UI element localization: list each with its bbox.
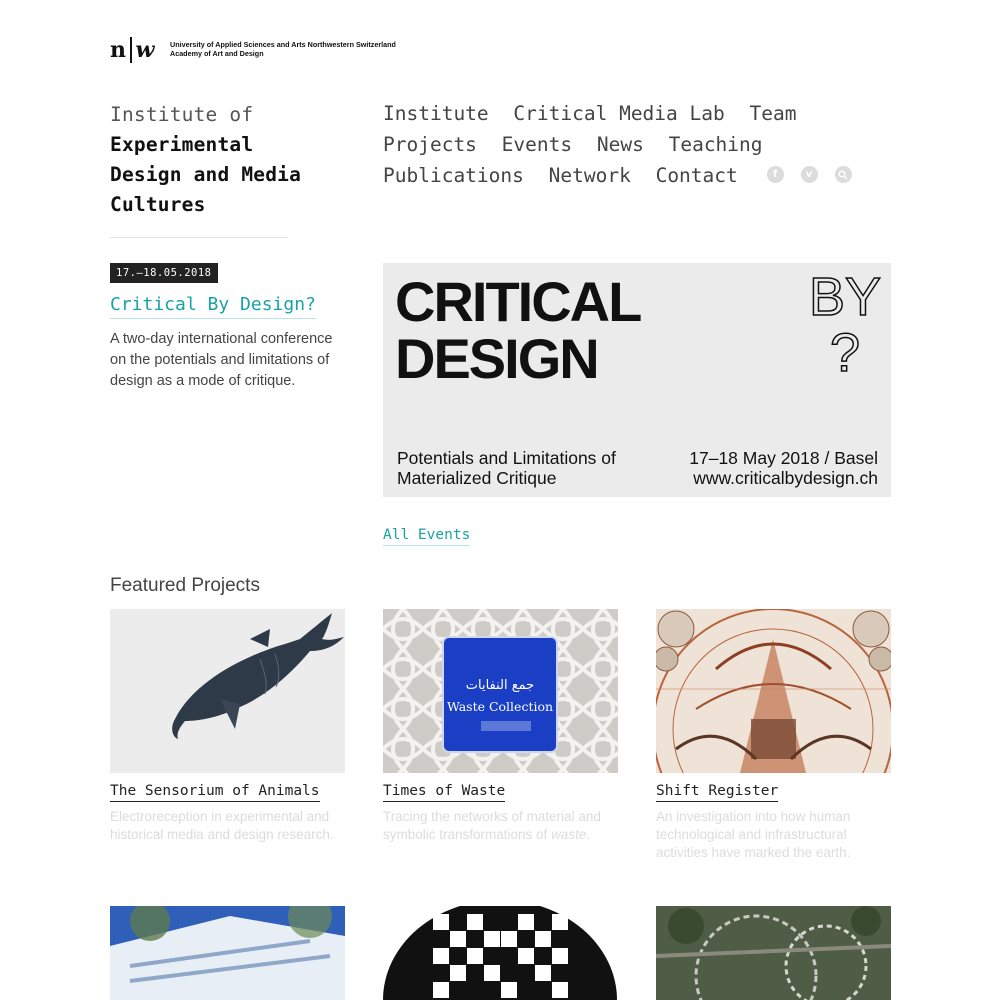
project-desc-shift-register: An investigation into how human technological and infrastructural activities have marked the earth. [656,809,851,860]
logo-text[interactable] [170,41,396,58]
sign-english: Waste Collection [446,699,554,714]
project-desc-waste [383,808,615,844]
nav-teaching[interactable]: Teaching [668,133,763,156]
sign-arabic: جمع النفايات [465,678,535,693]
poster-headline [395,270,641,390]
poster-sub1: Potentials and Limitations of [397,448,616,468]
project-image-4[interactable] [110,906,345,1000]
poster-by-text: BY [808,267,881,327]
engraving-illustration [656,609,891,773]
building-photo [110,906,345,1000]
social-links [767,166,852,183]
search-icon[interactable] [835,166,852,183]
project-image-6[interactable] [656,906,891,1000]
nav-institute[interactable]: Institute [383,102,489,125]
project-title-waste[interactable]: Times of Waste [383,781,505,802]
nav-news[interactable]: News [596,133,644,156]
project-image-waste[interactable] [383,609,618,773]
logo-w: w [135,37,155,63]
divider [110,237,288,238]
project-image-5[interactable] [383,906,618,1000]
nav-projects[interactable]: Projects [383,133,477,156]
nav-publications[interactable]: Publications [383,164,524,187]
event-title-link[interactable]: Critical By Design? [110,292,316,319]
poster-question: ? [829,323,860,383]
poster-url: www.criticalbydesign.ch [693,468,878,488]
project-title-shift-register[interactable]: Shift Register [656,781,778,802]
fish-illustration [110,609,345,773]
main-nav [383,98,903,191]
nav-network[interactable]: Network [548,164,631,187]
nav-team[interactable]: Team [749,102,797,125]
poster-by [809,269,881,381]
facebook-icon[interactable]: f [767,166,784,183]
nav-critical-media-lab[interactable]: Critical Media Lab [513,102,725,125]
poster-date-place: 17–18 May 2018 / Basel [689,448,878,468]
poster-line2: DESIGN [395,327,598,390]
project-desc-waste-text: Tracing the networks of material and symbolic transformations of [383,809,601,842]
nav-contact[interactable]: Contact [655,164,738,187]
logo-university: University of Applied Sciences and Arts Northwestern Switzerland [170,40,396,49]
project-image-shift-register[interactable] [656,609,891,773]
all-events-link[interactable]: All Events [383,525,470,546]
poster-details [689,448,878,488]
logo[interactable] [110,36,154,64]
institute-title-line2: Experimental [110,133,254,156]
logo-divider [130,37,132,63]
event-description: A two-day international conference on the potentials and limitations of design as a mode of critique. [110,331,333,389]
event-poster[interactable] [383,263,891,497]
poster-subtitle [397,448,616,488]
project-desc-waste-end: . [586,827,591,842]
nav-events[interactable]: Events [501,133,573,156]
aerial-photo [656,906,891,1000]
waste-sign-photo [383,609,618,773]
search-glyph [838,170,848,180]
featured-projects-heading: Featured Projects [110,575,260,596]
project-desc-sensorium: Electroreception in experimental and historical media and design research. [110,809,334,842]
logo-academy: Academy of Art and Design [170,48,264,58]
institute-title-line3: Design and Media [110,163,302,186]
crossword-graphic [383,906,618,1000]
logo-n: n [110,37,126,63]
poster-line1: CRITICAL [395,270,641,333]
vimeo-icon[interactable]: v [801,166,818,183]
institute-title-line4: Cultures [110,193,206,216]
project-title-sensorium[interactable]: The Sensorium of Animals [110,781,320,802]
project-desc-waste-em: waste [551,827,587,842]
institute-title-line1: Institute of [110,103,254,126]
institute-title[interactable] [110,100,340,220]
poster-sub2: Materialized Critique [397,468,557,488]
project-image-sensorium[interactable] [110,609,345,773]
event-date-badge: 17.–18.05.2018 [110,263,218,283]
